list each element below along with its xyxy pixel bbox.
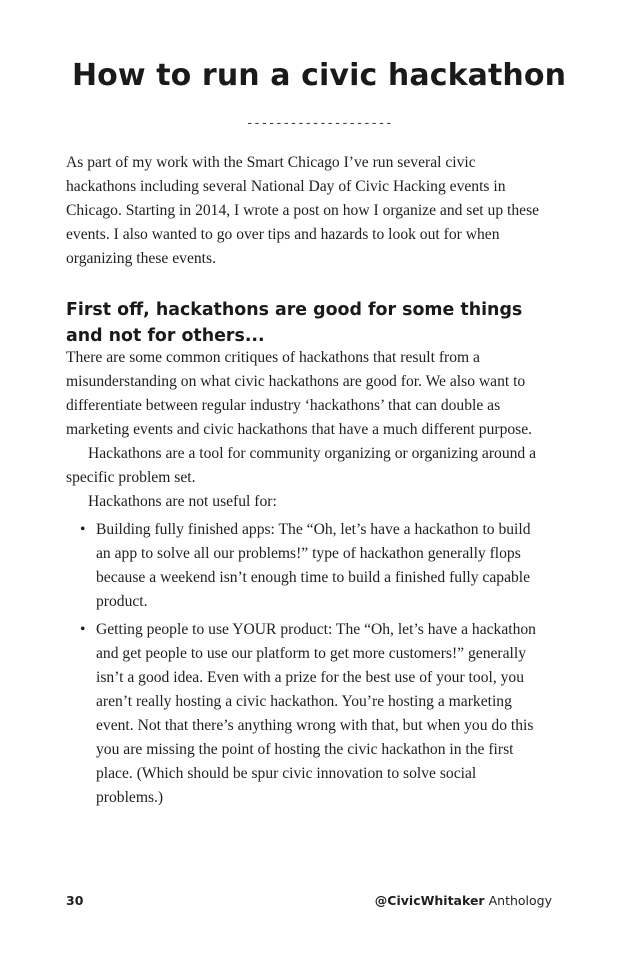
title-divider: -------------------- bbox=[245, 116, 393, 131]
author-handle: @CivicWhitaker bbox=[374, 893, 485, 908]
page-number: 30 bbox=[66, 893, 84, 908]
bullet-icon: • bbox=[80, 521, 86, 538]
list-item-text: Building fully finished apps: The “Oh, let’s have a hackathon to build an app to solve all our problems!” type of hackathon generally flops because a weekend isn’t enough time to build a finished fully capable product. bbox=[96, 521, 531, 610]
list-item-text: Getting people to use YOUR product: The “Oh, let’s have a hackathon and get people to use our platform to get more customers!” generally isn’t a good idea. Even with a prize for the best use of your tool, you aren’t really hosting a civic hackathon. You’re hosting a marketing event. Not that there’s anything wrong with that, but when you do this you are missing the point of hosting the civic hackathon in the first place. (Which should be spur civic innovation to solve social problems.) bbox=[96, 621, 536, 806]
section-heading bbox=[66, 297, 546, 349]
bullet-icon: • bbox=[80, 621, 86, 638]
section-paragraph-1: There are some common critiques of hackathons that result from a misunderstanding on what civic hackathons are good for. We also want to differentiate between regular industry ‘hackathons’ that can double as marketing events and civic hackathons that have a much different purpose. bbox=[66, 349, 533, 438]
section-body bbox=[66, 346, 546, 814]
list-item bbox=[66, 618, 546, 810]
page-title: How to run a civic hackathon bbox=[71, 58, 567, 93]
section-heading-line1: First off, hackathons are good for some things bbox=[66, 300, 523, 320]
intro-text: As part of my work with the Smart Chicago I’ve run several civic hackathons including several National Day of Civic Hacking events in Chicago. Starting in 2014, I wrote a post on how I organize and set up these events. I also wanted to go over tips and hazards to look out for when organizing these events. bbox=[66, 154, 540, 267]
footer-credit bbox=[375, 893, 552, 908]
section-paragraph-3: Hackathons are not useful for: bbox=[88, 493, 277, 510]
book-name: Anthology bbox=[488, 893, 552, 908]
intro-paragraph bbox=[66, 151, 546, 271]
section-paragraph-2: Hackathons are a tool for community organizing or organizing around a specific problem set. bbox=[66, 445, 537, 486]
section-heading-line2: and not for others... bbox=[66, 326, 265, 346]
bullet-list bbox=[66, 518, 546, 810]
list-item bbox=[66, 518, 546, 614]
